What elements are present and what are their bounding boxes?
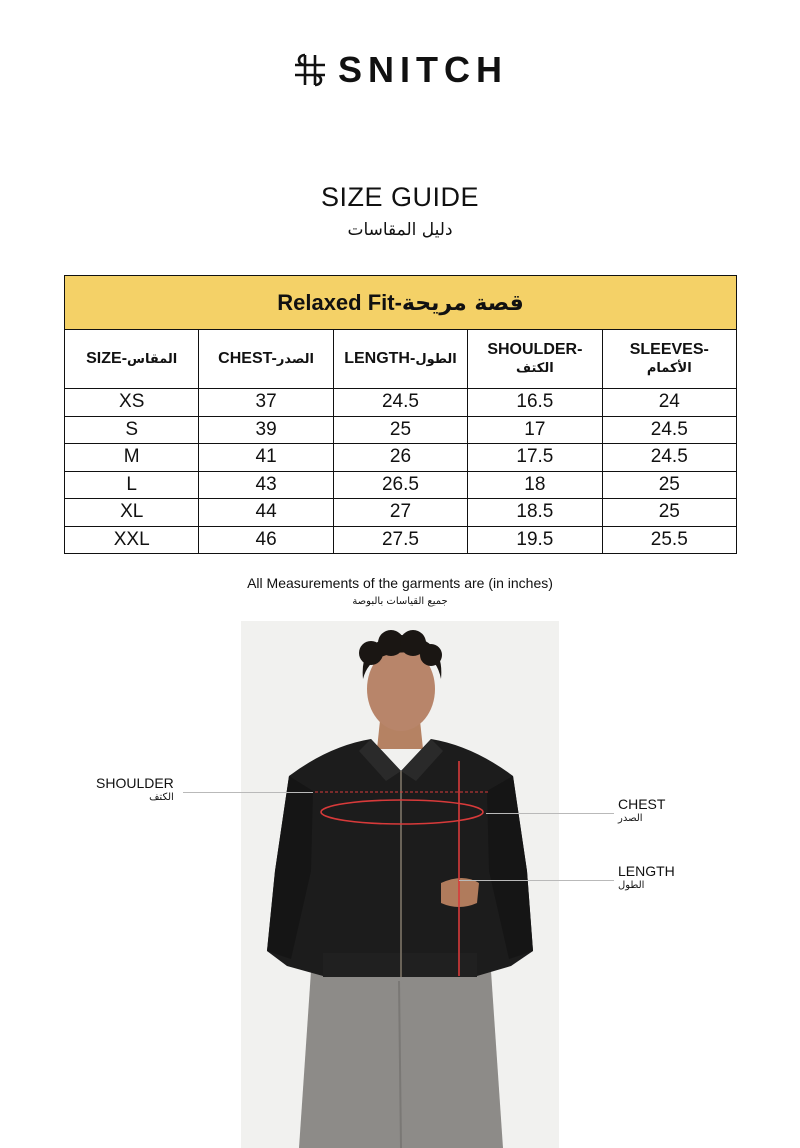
header-sleeves: SLEEVES- الأكمام: [602, 330, 736, 389]
table-cell: 25: [602, 499, 736, 527]
table-row: [65, 526, 737, 554]
table-cell: 18: [468, 471, 602, 499]
table-cell: 39: [199, 416, 333, 444]
table-cell: M: [65, 444, 199, 472]
table-cell: S: [65, 416, 199, 444]
table-cell: 46: [199, 526, 333, 554]
page-title-arabic: دليل المقاسات: [347, 220, 453, 240]
header-chest: CHEST-الصدر: [199, 330, 333, 389]
table-cell: 37: [199, 389, 333, 417]
measurement-note: All Measurements of the garments are (in inches): [247, 575, 553, 591]
table-cell: 41: [199, 444, 333, 472]
table-cell: 19.5: [468, 526, 602, 554]
table-row: [65, 389, 737, 417]
brand-header: [0, 49, 800, 90]
shoulder-leader-line: [183, 792, 313, 793]
table-header-row: [65, 330, 737, 389]
table-cell: 24: [602, 389, 736, 417]
table-cell: 17.5: [468, 444, 602, 472]
size-table: [64, 275, 737, 554]
table-row: [65, 444, 737, 472]
shoulder-label: SHOULDER الكتف: [96, 775, 174, 803]
page-title: SIZE GUIDE: [320, 182, 480, 212]
fit-label-arabic: قصة مريحة: [401, 290, 524, 316]
table-cell: 26: [333, 444, 467, 472]
table-cell: 16.5: [468, 389, 602, 417]
table-cell: XS: [65, 389, 199, 417]
header-shoulder: SHOULDER- الكتف: [468, 330, 602, 389]
table-cell: 24.5: [602, 444, 736, 472]
table-cell: 26.5: [333, 471, 467, 499]
table-cell: 43: [199, 471, 333, 499]
table-cell: 25.5: [602, 526, 736, 554]
table-cell: 24.5: [333, 389, 467, 417]
brand-name: SNITCH: [338, 49, 508, 90]
table-cell: 27: [333, 499, 467, 527]
length-label: LENGTH الطول: [618, 863, 675, 891]
table-cell: XXL: [65, 526, 199, 554]
chest-leader-line: [486, 813, 614, 814]
snitch-monogram-icon: [292, 52, 328, 88]
fit-label: Relaxed Fit-: [277, 289, 402, 315]
table-row: [65, 499, 737, 527]
table-cell: 27.5: [333, 526, 467, 554]
table-cell: 25: [333, 416, 467, 444]
table-cell: XL: [65, 499, 199, 527]
header-size: SIZE-المقاس: [65, 330, 199, 389]
chest-label: CHEST الصدر: [618, 796, 666, 824]
model-illustration: [241, 621, 559, 1148]
table-cell: L: [65, 471, 199, 499]
table-cell: 17: [468, 416, 602, 444]
length-leader-line: [459, 880, 614, 881]
table-cell: 24.5: [602, 416, 736, 444]
fit-header: [65, 276, 737, 330]
table-cell: 18.5: [468, 499, 602, 527]
model-photo: [241, 621, 559, 1148]
table-cell: 44: [199, 499, 333, 527]
header-length: LENGTH-الطول: [333, 330, 467, 389]
table-row: [65, 471, 737, 499]
table-row: [65, 416, 737, 444]
table-cell: 25: [602, 471, 736, 499]
measurement-note-arabic: جميع القياسات بالبوصة: [352, 596, 448, 607]
